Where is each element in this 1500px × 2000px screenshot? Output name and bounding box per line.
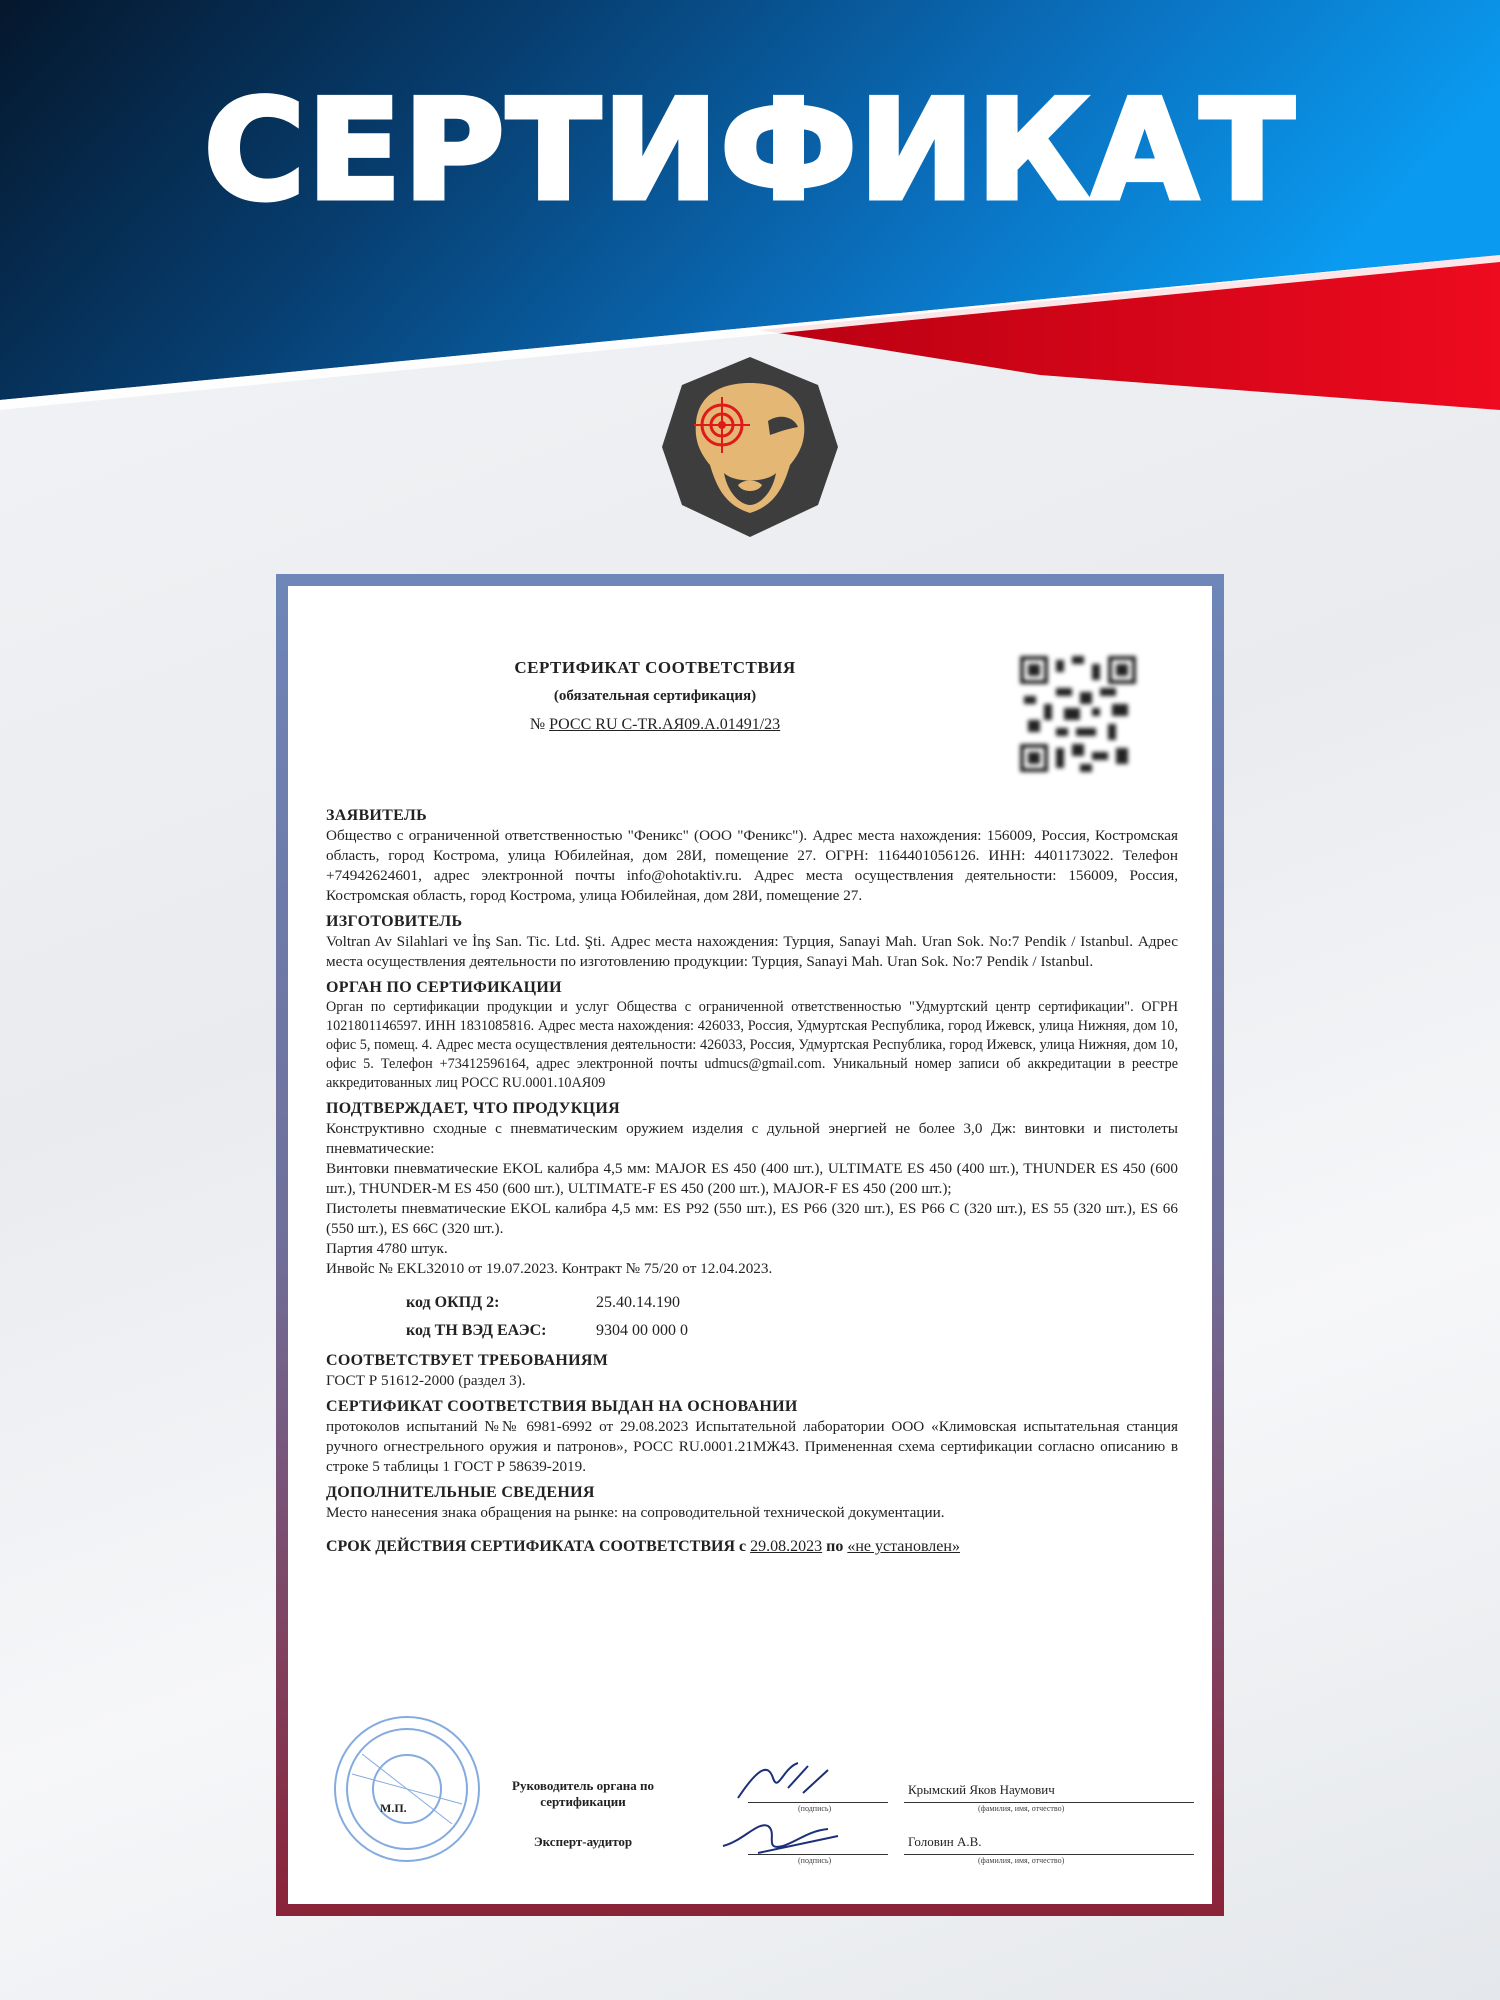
- stamp-mp-label: М.П.: [380, 1801, 407, 1815]
- validity-line: [326, 1537, 1178, 1557]
- additional-text: Место нанесения знака обращения на рынке: на сопроводительной технической документации.: [326, 1504, 945, 1521]
- code-value: 25.40.14.190: [596, 1294, 680, 1311]
- validity-from: 29.08.2023: [750, 1538, 823, 1555]
- manufacturer-heading: ИЗГОТОВИТЕЛЬ: [326, 913, 463, 930]
- qr-code-icon: [1020, 656, 1136, 772]
- certification-body-text: Орган по сертификации продукции и услуг Общества с ограниченной ответственностью "Удмуртский центр сертификации". ОГРН 1021801146597. ИНН 1831085816. Адрес места нахождения: 426033, Россия, Удмуртская Республика, город Ижевск, улица Нижняя, дом 10, офис 5, помещ. 4. Адрес места осуществления деятельности: 426033, Россия, Удмуртская Республика, город Ижевск, улица Нижняя, дом 10, офис 5. Телефон +73412596164, адрес электронной почты udmucs@gmail.com. Уникальный номер записи об аккредитации в реестре аккредитованных лиц РОСС RU.0001.10АЯ09: [326, 999, 1178, 1091]
- brand-logo: [658, 355, 842, 539]
- signature-line-2: [748, 1854, 888, 1855]
- applicant-text: Общество с ограниченной ответственностью "Феникс" (ООО "Феникс"). Адрес места нахождения: 156009, Россия, Костромская область, город Кострома, улица Юбилейная, дом 28И, помещение 27. ОГРН: 1164401056126. ИНН: 4401173022. Телефон +74942624601, адрес электронной почты info@ohotaktiv.ru. Адрес места осуществления деятельности: 156009, Россия, Костромская область, город Кострома, улица Юбилейная, дом 28И, помещение 27.: [326, 827, 1178, 904]
- product-text-3: Пистолеты пневматические EKOL калибра 4,5 мм: ES P92 (550 шт.), ES P66 (320 шт.), ES P66 C (320 шт.), ES 55 (320 шт.), ES 66 (550 шт.), ES 66C (320 шт.).: [326, 1200, 1178, 1237]
- code-row-tnved: [406, 1317, 1178, 1345]
- code-value: 9304 00 000 0: [596, 1322, 688, 1339]
- requirements-text: ГОСТ Р 51612-2000 (раздел 3).: [326, 1372, 526, 1389]
- header-banner: [0, 0, 1500, 410]
- code-label: код ОКПД 2:: [406, 1294, 500, 1311]
- codes-block: [406, 1289, 1178, 1345]
- product-heading: ПОДТВЕРЖДАЕТ, ЧТО ПРОДУКЦИЯ: [326, 1100, 620, 1117]
- validity-to-word: по: [826, 1538, 844, 1555]
- validity-to: «не установлен»: [847, 1538, 960, 1555]
- certificate-number: [288, 716, 1022, 734]
- validity-label: СРОК ДЕЙСТВИЯ СЕРТИФИКАТА СООТВЕТСТВИЯ: [326, 1538, 736, 1555]
- signer-name-2: Головин А.В.: [908, 1834, 982, 1849]
- name-line-1: [904, 1802, 1194, 1803]
- product-text-1: Конструктивно сходные с пневматическим оружием изделия с дульной энергией не более 3,0 Дж: винтовки и пистолеты пневматические:: [326, 1120, 1178, 1157]
- additional-heading: ДОПОЛНИТЕЛЬНЫЕ СВЕДЕНИЯ: [326, 1484, 595, 1501]
- lion-target-icon: [658, 355, 842, 539]
- signature-role-expert: Эксперт-аудитор: [533, 1834, 633, 1849]
- certificate-document: [288, 586, 1212, 1904]
- validity-from-word: с: [739, 1538, 747, 1555]
- applicant-heading: ЗАЯВИТЕЛЬ: [326, 807, 428, 824]
- product-text-5: Инвойс № EKL32010 от 19.07.2023. Контракт № 75/20 от 12.04.2023.: [326, 1260, 773, 1277]
- name-caption-1: (фамилия, имя, отчество): [978, 1804, 1065, 1813]
- basis-text: протоколов испытаний №№ 6981-6992 от 29.08.2023 Испытательной лаборатории ООО «Климовская испытательная станция ручного огнестрельного оружия и патронов», РОСС RU.0001.21МЖ43. Примененная схема сертификации согласно описанию в строке 5 таблицы 1 ГОСТ Р 58639-2019.: [326, 1418, 1178, 1475]
- code-label: код ТН ВЭД ЕАЭС:: [406, 1322, 547, 1339]
- certificate-frame: [276, 574, 1224, 1916]
- number-value: РОСС RU С-TR.АЯ09.А.01491/23: [549, 716, 781, 733]
- basis-heading: СЕРТИФИКАТ СООТВЕТСТВИЯ ВЫДАН НА ОСНОВАНИИ: [326, 1398, 798, 1415]
- certification-body-heading: ОРГАН ПО СЕРТИФИКАЦИИ: [326, 979, 562, 996]
- name-line-2: [904, 1854, 1194, 1855]
- signature-caption-2: (подпись): [798, 1856, 832, 1865]
- signature-scribble-1: [728, 1758, 848, 1808]
- product-text-4: Партия 4780 штук.: [326, 1240, 448, 1257]
- signer-name-1: Крымский Яков Наумович: [908, 1782, 1055, 1797]
- certificate-subtitle: (обязательная сертификация): [553, 688, 757, 704]
- signature-role-head: Руководитель органа по сертификации: [512, 1778, 654, 1809]
- banner-title: СЕРТИФИКАТ: [203, 70, 1297, 231]
- number-prefix: №: [529, 716, 546, 733]
- manufacturer-text: Voltran Av Silahlari ve İnş San. Tic. Ltd. Şti. Адрес места нахождения: Турция, Sanayi Mah. Uran Sok. No:7 Pendik / Istanbul. Адрес места осуществления деятельности по изготовлению продукции: Турция, Sanayi Mah. Uran Sok. No:7 Pendik / Istanbul.: [326, 933, 1178, 970]
- round-seal-icon: [332, 1714, 482, 1864]
- name-caption-2: (фамилия, имя, отчество): [978, 1856, 1065, 1865]
- code-row-okpd: [406, 1289, 1178, 1317]
- signature-caption-1: (подпись): [798, 1804, 832, 1813]
- requirements-heading: СООТВЕТСТВУЕТ ТРЕБОВАНИЯМ: [326, 1352, 609, 1369]
- certificate-body: [326, 800, 1178, 1557]
- product-text-2: Винтовки пневматические EKOL калибра 4,5 мм: MAJOR ES 450 (400 шт.), ULTIMATE ES 450 (400 шт.), THUNDER ES 450 (600 шт.), THUNDER-M ES 450 (600 шт.), ULTIMATE-F ES 450 (200 шт.), MAJOR-F ES 450 (200 шт.);: [326, 1160, 1178, 1197]
- signature-line-1: [748, 1802, 888, 1803]
- certificate-title: СЕРТИФИКАТ СООТВЕТСТВИЯ: [514, 658, 796, 677]
